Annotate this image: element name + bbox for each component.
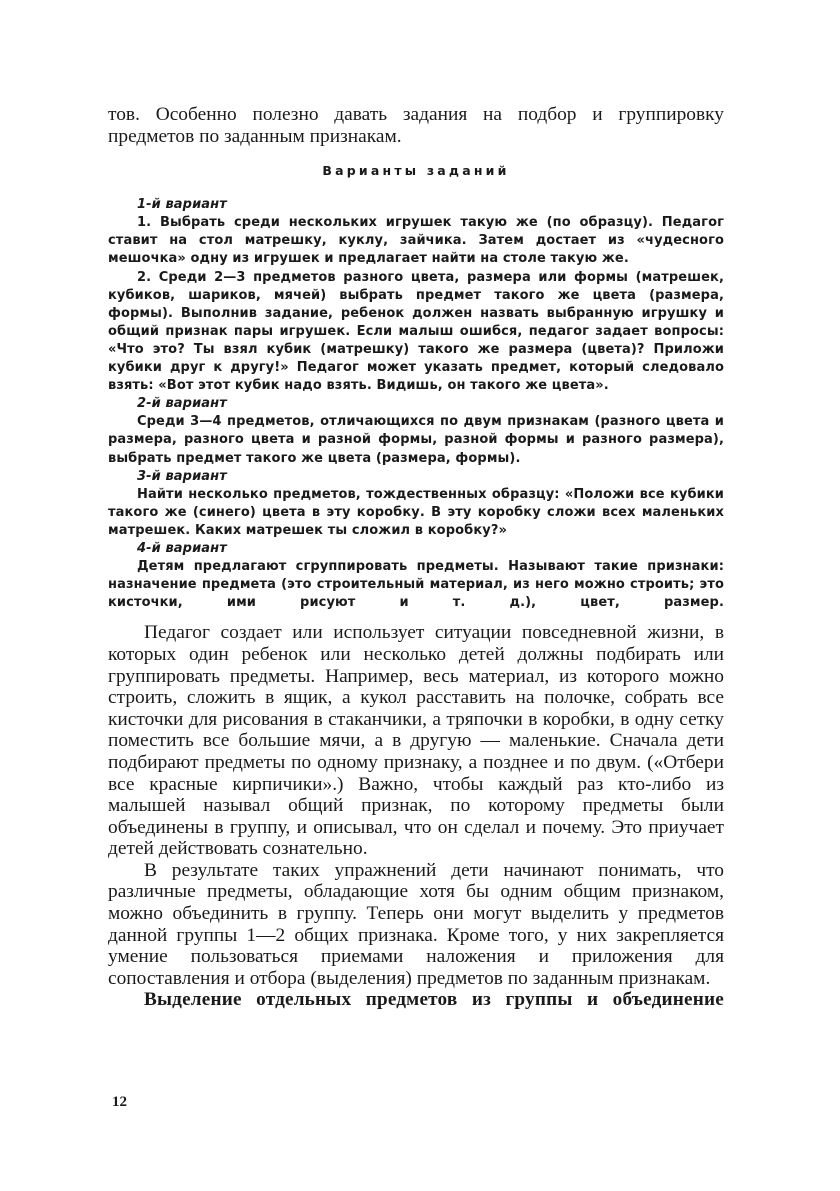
variants-block bbox=[108, 196, 724, 612]
variant4-label: 4-й вариант bbox=[137, 540, 227, 556]
variant2-label: 2-й вариант bbox=[137, 396, 227, 412]
intro-text: тов. Особенно полезно давать задания на подбор и группировку предметов по заданным признакам. bbox=[108, 104, 724, 147]
variant1-item2: 2. Среди 2—3 предметов разного цвета, размера или формы (матрешек, кубиков, шариков, мячей) выбрать предмет такого же цвета (размера, формы). Выполнив задание, ребенок должен назвать выбранную игрушку и общий признак пары игрушек. Если малыш ошибся, педагог задает вопросы: «Что это? Ты взял кубик (матрешку) такого же размера (цвета)? Приложи кубики друг к другу!» Педагог может указать предмет, который следовало взять: «Вот этот кубик надо взять. Видишь, он такого же цвета». bbox=[108, 269, 724, 394]
variants-heading: Варианты заданий bbox=[322, 163, 510, 179]
body-paragraph-2: В результате таких упражнений дети начинают понимать, что различные предметы, обладающие хотя бы одним общим признаком, можно объединить в группу. Теперь они могут выделить у предметов данной группы 1—2 общих признака. Кроме того, у них закрепляется умение пользоваться приемами наложения и приложения для сопоставления и отбора (выделения) предметов по заданным признакам. bbox=[108, 859, 724, 989]
variant1-item1: 1. Выбрать среди нескольких игрушек такую же (по образцу). Педагог ставит на стол матрешку, куклу, зайчика. Затем достает из «чудесного мешочка» одну из игрушек и предлагает найти на столе такую же. bbox=[108, 215, 724, 267]
variant3-label: 3-й вариант bbox=[137, 468, 227, 484]
intro-paragraph bbox=[108, 104, 724, 147]
page-number: 12 bbox=[112, 1094, 127, 1110]
variant1-label: 1-й вариант bbox=[137, 197, 227, 213]
variant2-text: Среди 3—4 предметов, отличающихся по двум признакам (разного цвета и размера, разного цвета и разной формы, разной формы и разного размера), выбрать предмет такого же цвета (размера, формы). bbox=[108, 414, 724, 466]
body-paragraph-1: Педагог создает или использует ситуации повседневной жизни, в которых один ребенок или несколько детей должны подбирать или группировать предметы. Например, весь материал, из которого можно строить, сложить в ящик, а кукол расставить на полочке, собрать все кисточки для рисования в стаканчики, а тряпочки в коробки, в одну сетку поместить все большие мячи, а в другую — маленькие. Сначала дети подбирают предметы по одному признаку, а позднее и по двум. («Отбери все красные кирпичики».) Важно, чтобы каждый раз кто-либо из малышей называл общий признак, по которому предметы были объединены в группу, и описывал, что он сделал и почему. Это приучает детей действовать сознательно. bbox=[108, 622, 724, 860]
variant4-text: Детям предлагают сгруппировать предметы. Называют такие признаки: назначение предмета (это строительный материал, из него можно строить; это кисточки, ими рисуют и т. д.), цвет, размер. bbox=[108, 559, 724, 611]
variant3-text: Найти несколько предметов, тождественных образцу: «Положи все кубики такого же (синего) цвета в эту коробку. В эту коробку сложи всех маленьких матрешек. Каких матрешек ты сложил в коробку?» bbox=[108, 486, 724, 538]
section-subheading: Выделение отдельных предметов из группы и объединение bbox=[144, 989, 724, 1011]
body-text bbox=[108, 622, 724, 1011]
page-content bbox=[108, 104, 724, 1011]
